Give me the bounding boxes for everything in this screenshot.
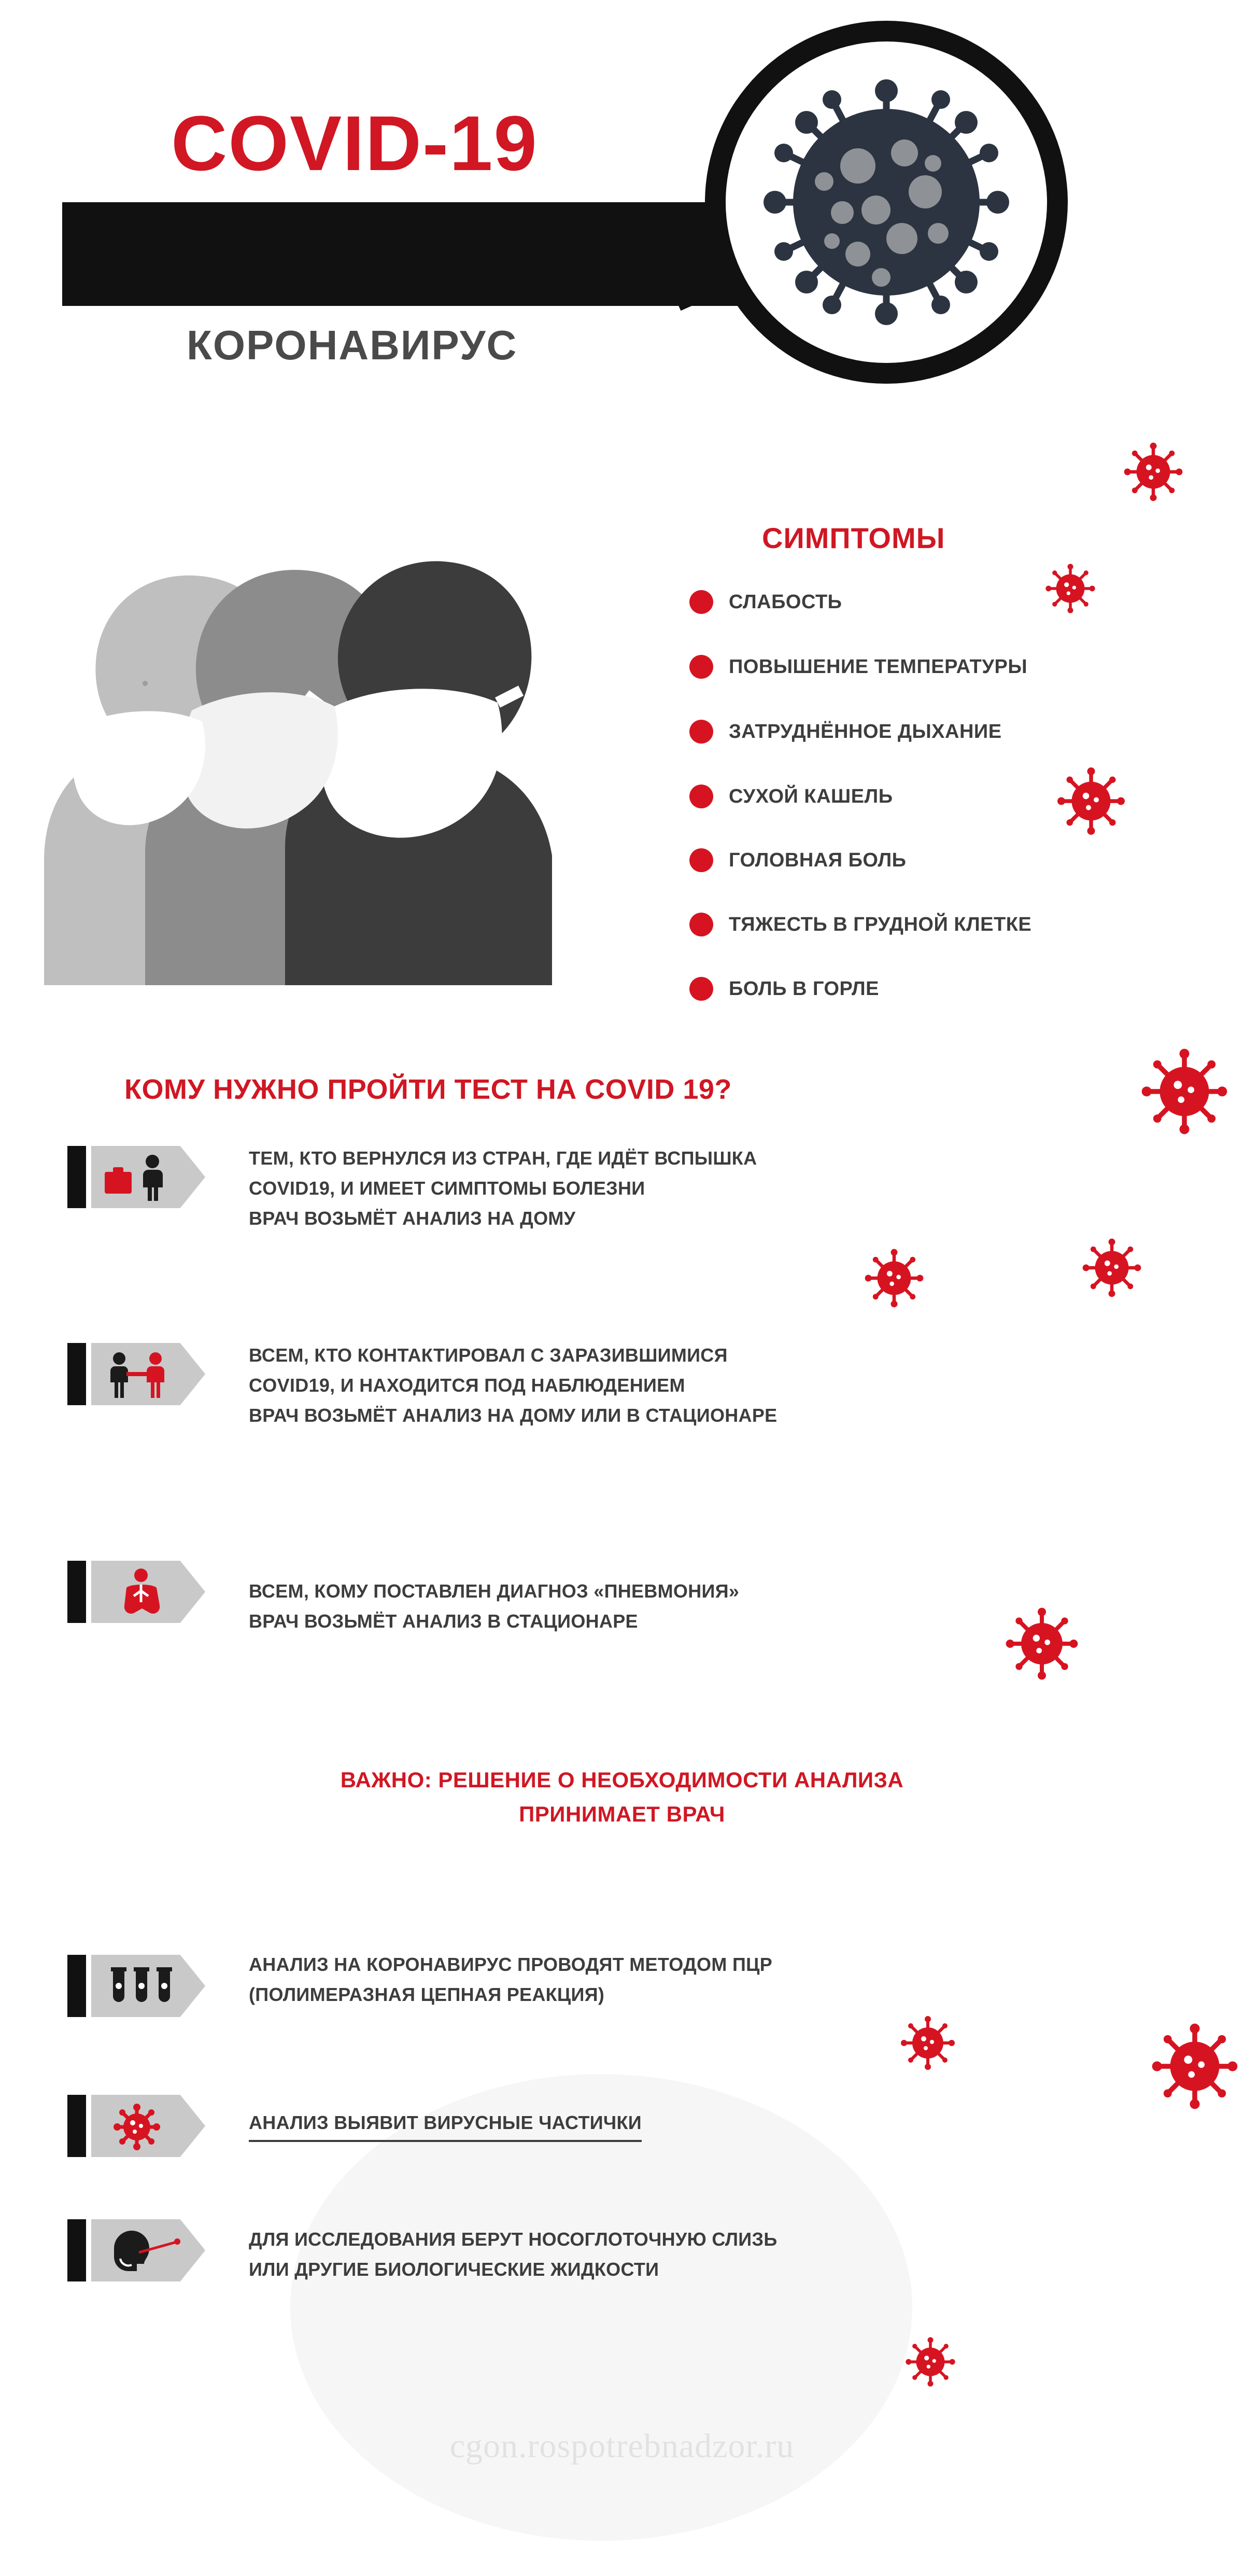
bullet-icon <box>689 590 713 614</box>
virus-large-icon <box>746 62 1026 342</box>
virus-decor-icon <box>860 1244 928 1312</box>
who-test-item-text <box>249 1143 757 1234</box>
line: ВСЕМ, КТО КОНТАКТИРОВАЛ С ЗАРАЗИВШИМИСЯ <box>249 1345 728 1366</box>
symptom-label: СЛАБОСТЬ <box>729 591 842 613</box>
bullet-icon <box>689 655 713 679</box>
method-item-text <box>249 1950 772 2010</box>
method-item-text <box>249 2108 642 2142</box>
virus-decor-icon <box>1052 762 1130 840</box>
bullet-icon <box>689 785 713 808</box>
who-test-title: КОМУ НУЖНО ПРОЙТИ ТЕСТ НА COVID 19? <box>124 1074 732 1105</box>
important-line-1: ВАЖНО: РЕШЕНИЕ О НЕОБХОДИМОСТИ АНАЛИЗА <box>340 1768 904 1792</box>
virus-decor-icon <box>902 2333 959 2390</box>
symptom-label: БОЛЬ В ГОРЛЕ <box>729 977 880 1000</box>
virus-decor-icon <box>1120 438 1187 506</box>
symptom-item <box>689 780 893 813</box>
watermark-circle <box>290 2074 912 2541</box>
symptom-item <box>689 844 906 876</box>
line: (ПОЛИМЕРАЗНАЯ ЦЕПНАЯ РЕАКЦИЯ) <box>249 1984 605 2005</box>
traveler-suitcase-icon <box>67 1146 228 1208</box>
virus-particle-icon <box>67 2095 228 2157</box>
virus-decor-icon <box>1000 1602 1083 1685</box>
virus-decor-icon <box>897 2012 959 2074</box>
virus-decor-icon <box>1135 1042 1234 1141</box>
virus-decor-icon <box>1146 2017 1244 2116</box>
page-subtitle: КОРОНАВИРУС <box>187 322 518 368</box>
line: ВРАЧ ВОЗЬМЁТ АНАЛИЗ НА ДОМУ ИЛИ В СТАЦИОНАРЕ <box>249 1405 778 1426</box>
method-item-text <box>249 2224 778 2285</box>
bullet-icon <box>689 848 713 872</box>
who-test-item-text <box>249 1576 739 1636</box>
symptom-item <box>689 716 1002 748</box>
important-note <box>0 1763 1244 1831</box>
line: АНАЛИЗ НА КОРОНАВИРУС ПРОВОДЯТ МЕТОДОМ ПЦР <box>249 1954 773 1975</box>
important-line-2: ПРИНИМАЕТ ВРАЧ <box>519 1802 725 1826</box>
symptom-item <box>689 908 1031 941</box>
line: ВРАЧ ВОЗЬМЁТ АНАЛИЗ НА ДОМУ <box>249 1208 576 1229</box>
line: ВСЕМ, КОМУ ПОСТАВЛЕН ДИАГНОЗ «ПНЕВМОНИЯ» <box>249 1580 740 1602</box>
symptom-item <box>689 973 879 1005</box>
bullet-icon <box>689 913 713 936</box>
masked-people-illustration <box>16 467 674 1037</box>
symptom-label: ПОВЫШЕНИЕ ТЕМПЕРАТУРЫ <box>729 655 1028 678</box>
page-title: COVID-19 <box>171 100 538 187</box>
footer-url: cgon.rospotrebnadzor.ru <box>449 2427 795 2465</box>
virus-decor-icon <box>1078 1234 1146 1301</box>
line: COVID19, И ИМЕЕТ СИМПТОМЫ БОЛЕЗНИ <box>249 1178 645 1199</box>
lungs-person-icon <box>67 1561 228 1623</box>
line: АНАЛИЗ ВЫЯВИТ ВИРУСНЫЕ ЧАСТИЧКИ <box>249 2108 642 2142</box>
line: ТЕМ, КТО ВЕРНУЛСЯ ИЗ СТРАН, ГДЕ ИДЁТ ВСПЫШКА <box>249 1147 757 1169</box>
symptom-label: СУХОЙ КАШЕЛЬ <box>729 785 893 807</box>
symptom-label: ГОЛОВНАЯ БОЛЬ <box>729 849 907 871</box>
two-people-contact-icon <box>67 1343 228 1405</box>
line: ВРАЧ ВОЗЬМЁТ АНАЛИЗ В СТАЦИОНАРЕ <box>249 1611 638 1632</box>
symptoms-title: СИМПТОМЫ <box>762 522 945 554</box>
line: ИЛИ ДРУГИЕ БИОЛОГИЧЕСКИЕ ЖИДКОСТИ <box>249 2259 659 2280</box>
symptom-label: ТЯЖЕСТЬ В ГРУДНОЙ КЛЕТКЕ <box>729 913 1032 935</box>
line: ДЛЯ ИССЛЕДОВАНИЯ БЕРУТ НОСОГЛОТОЧНУЮ СЛИЗЬ <box>249 2229 778 2250</box>
test-tubes-icon <box>67 1955 228 2017</box>
virus-decor-icon <box>1042 560 1099 617</box>
nasal-swab-icon <box>67 2219 228 2281</box>
bullet-icon <box>689 720 713 744</box>
bullet-icon <box>689 977 713 1001</box>
who-test-item-text <box>249 1340 777 1431</box>
symptom-item <box>689 651 1027 683</box>
line: COVID19, И НАХОДИТСЯ ПОД НАБЛЮДЕНИЕМ <box>249 1375 685 1396</box>
symptom-label: ЗАТРУДНЁННОЕ ДЫХАНИЕ <box>729 720 1002 743</box>
symptom-item <box>689 586 842 618</box>
